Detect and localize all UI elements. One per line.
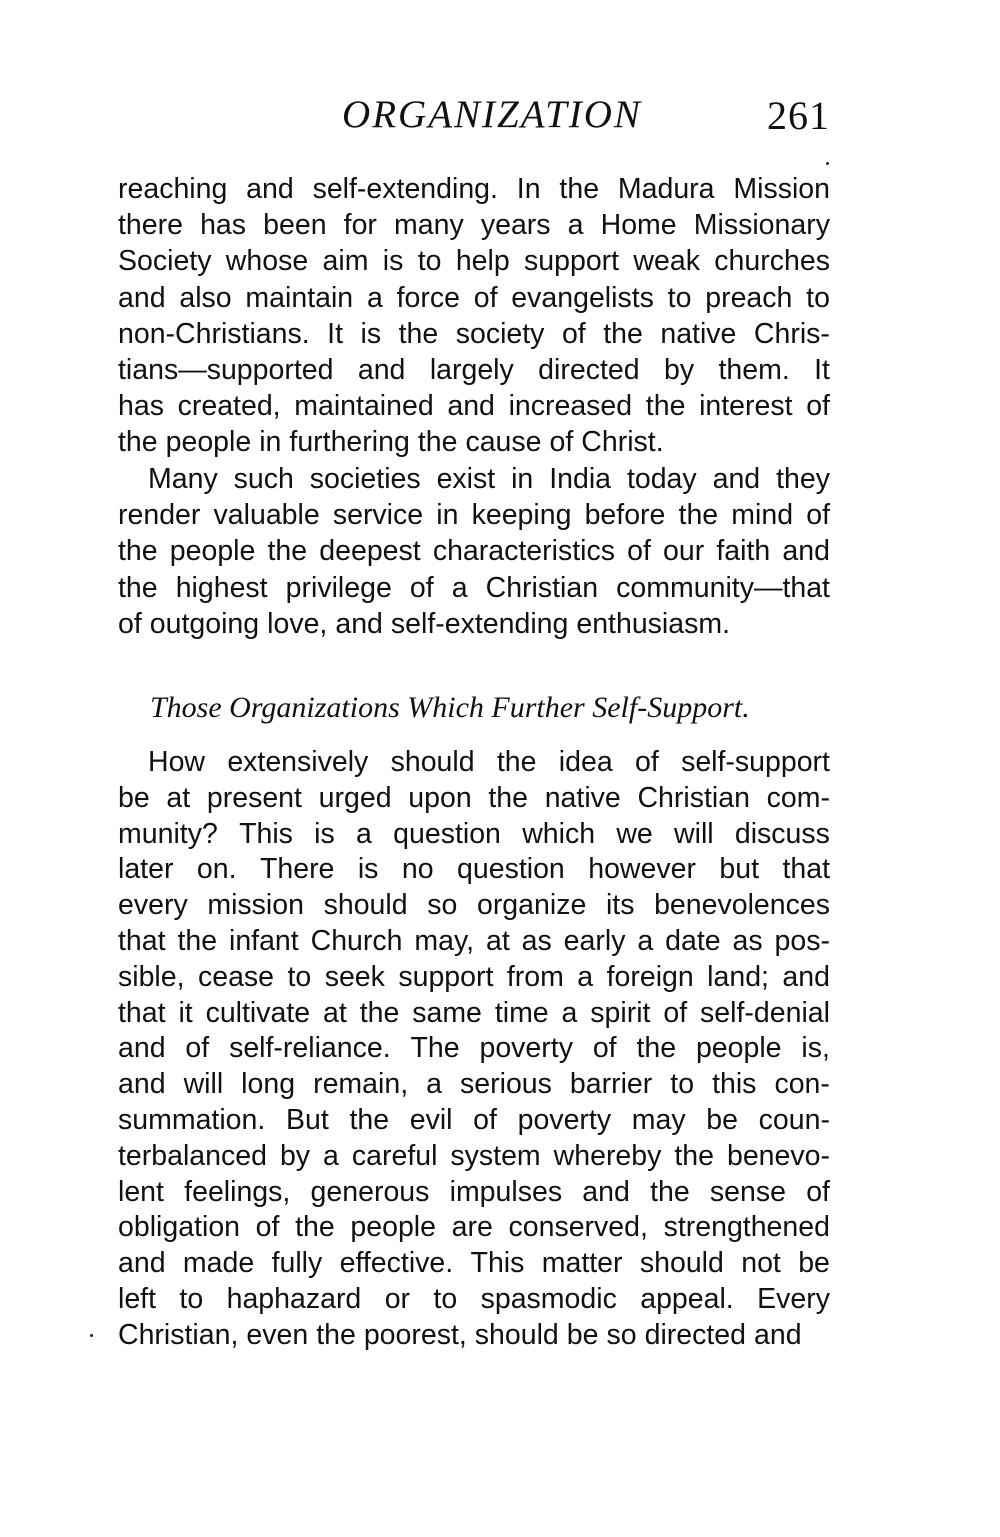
print-speck — [826, 162, 829, 165]
running-title: ORGANIZATION — [342, 93, 642, 136]
text-line: be at present urged upon the native Christian com- — [118, 781, 830, 814]
text-line: the highest privilege of a Christian community—that — [118, 571, 830, 604]
text-line: of outgoing love, and self-extending enthusiasm. — [118, 607, 731, 640]
text-line: render valuable service in keeping before the mind of — [118, 499, 830, 532]
text-line: and made fully effective. This matter should not be — [118, 1247, 830, 1280]
text-line: summation. But the evil of poverty may be coun- — [118, 1104, 830, 1136]
text-line: the people in furthering the cause of Christ. — [118, 426, 664, 459]
text-line: Many such societies exist in India today and they — [148, 463, 830, 495]
text-line: Christian, even the poorest, should be so directed and — [118, 1318, 802, 1351]
text-line: there has been for many years a Home Missionary — [118, 209, 830, 242]
text-line: every mission should so organize its benevolences — [118, 889, 830, 922]
text-line: later on. There is no question however but that — [118, 853, 830, 886]
text-line: munity? This is a question which we will discuss — [118, 817, 830, 850]
page-number: 261 — [767, 93, 830, 138]
text-line: and also maintain a force of evangelists to preach to — [118, 281, 830, 314]
text-line: has created, maintained and increased the interest of — [118, 390, 830, 423]
text-line: that it cultivate at the same time a spirit of self-denial — [118, 996, 830, 1029]
text-line: left to haphazard or to spasmodic appeal. Every — [118, 1283, 830, 1315]
text-line: and will long remain, a serious barrier to this con- — [118, 1068, 830, 1101]
text-line: the people the deepest characteristics of our faith and — [118, 535, 830, 568]
text-line: How extensively should the idea of self-support — [148, 746, 830, 778]
text-line: that the infant Church may, at as early a date as pos- — [118, 925, 830, 957]
text-line: obligation of the people are conserved, strengthened — [118, 1211, 830, 1244]
running-head — [118, 92, 830, 142]
text-line: terbalanced by a careful system whereby the benevo- — [118, 1139, 830, 1172]
text-line: lent feelings, generous impulses and the sense of — [118, 1175, 830, 1208]
print-speck — [90, 1334, 93, 1337]
text-line: Society whose aim is to help support weak churches — [118, 245, 830, 278]
text-line: sible, cease to seek support from a foreign land; and — [118, 960, 830, 993]
text-line: and of self-reliance. The poverty of the people is, — [118, 1032, 830, 1065]
text-line: non-Christians. It is the society of the native Chris- — [118, 317, 830, 350]
section-heading: Those Organizations Which Further Self-Support. — [150, 691, 750, 724]
text-line: reaching and self-extending. In the Madura Mission — [118, 173, 830, 205]
text-line: tians—supported and largely directed by them. It — [118, 354, 830, 386]
